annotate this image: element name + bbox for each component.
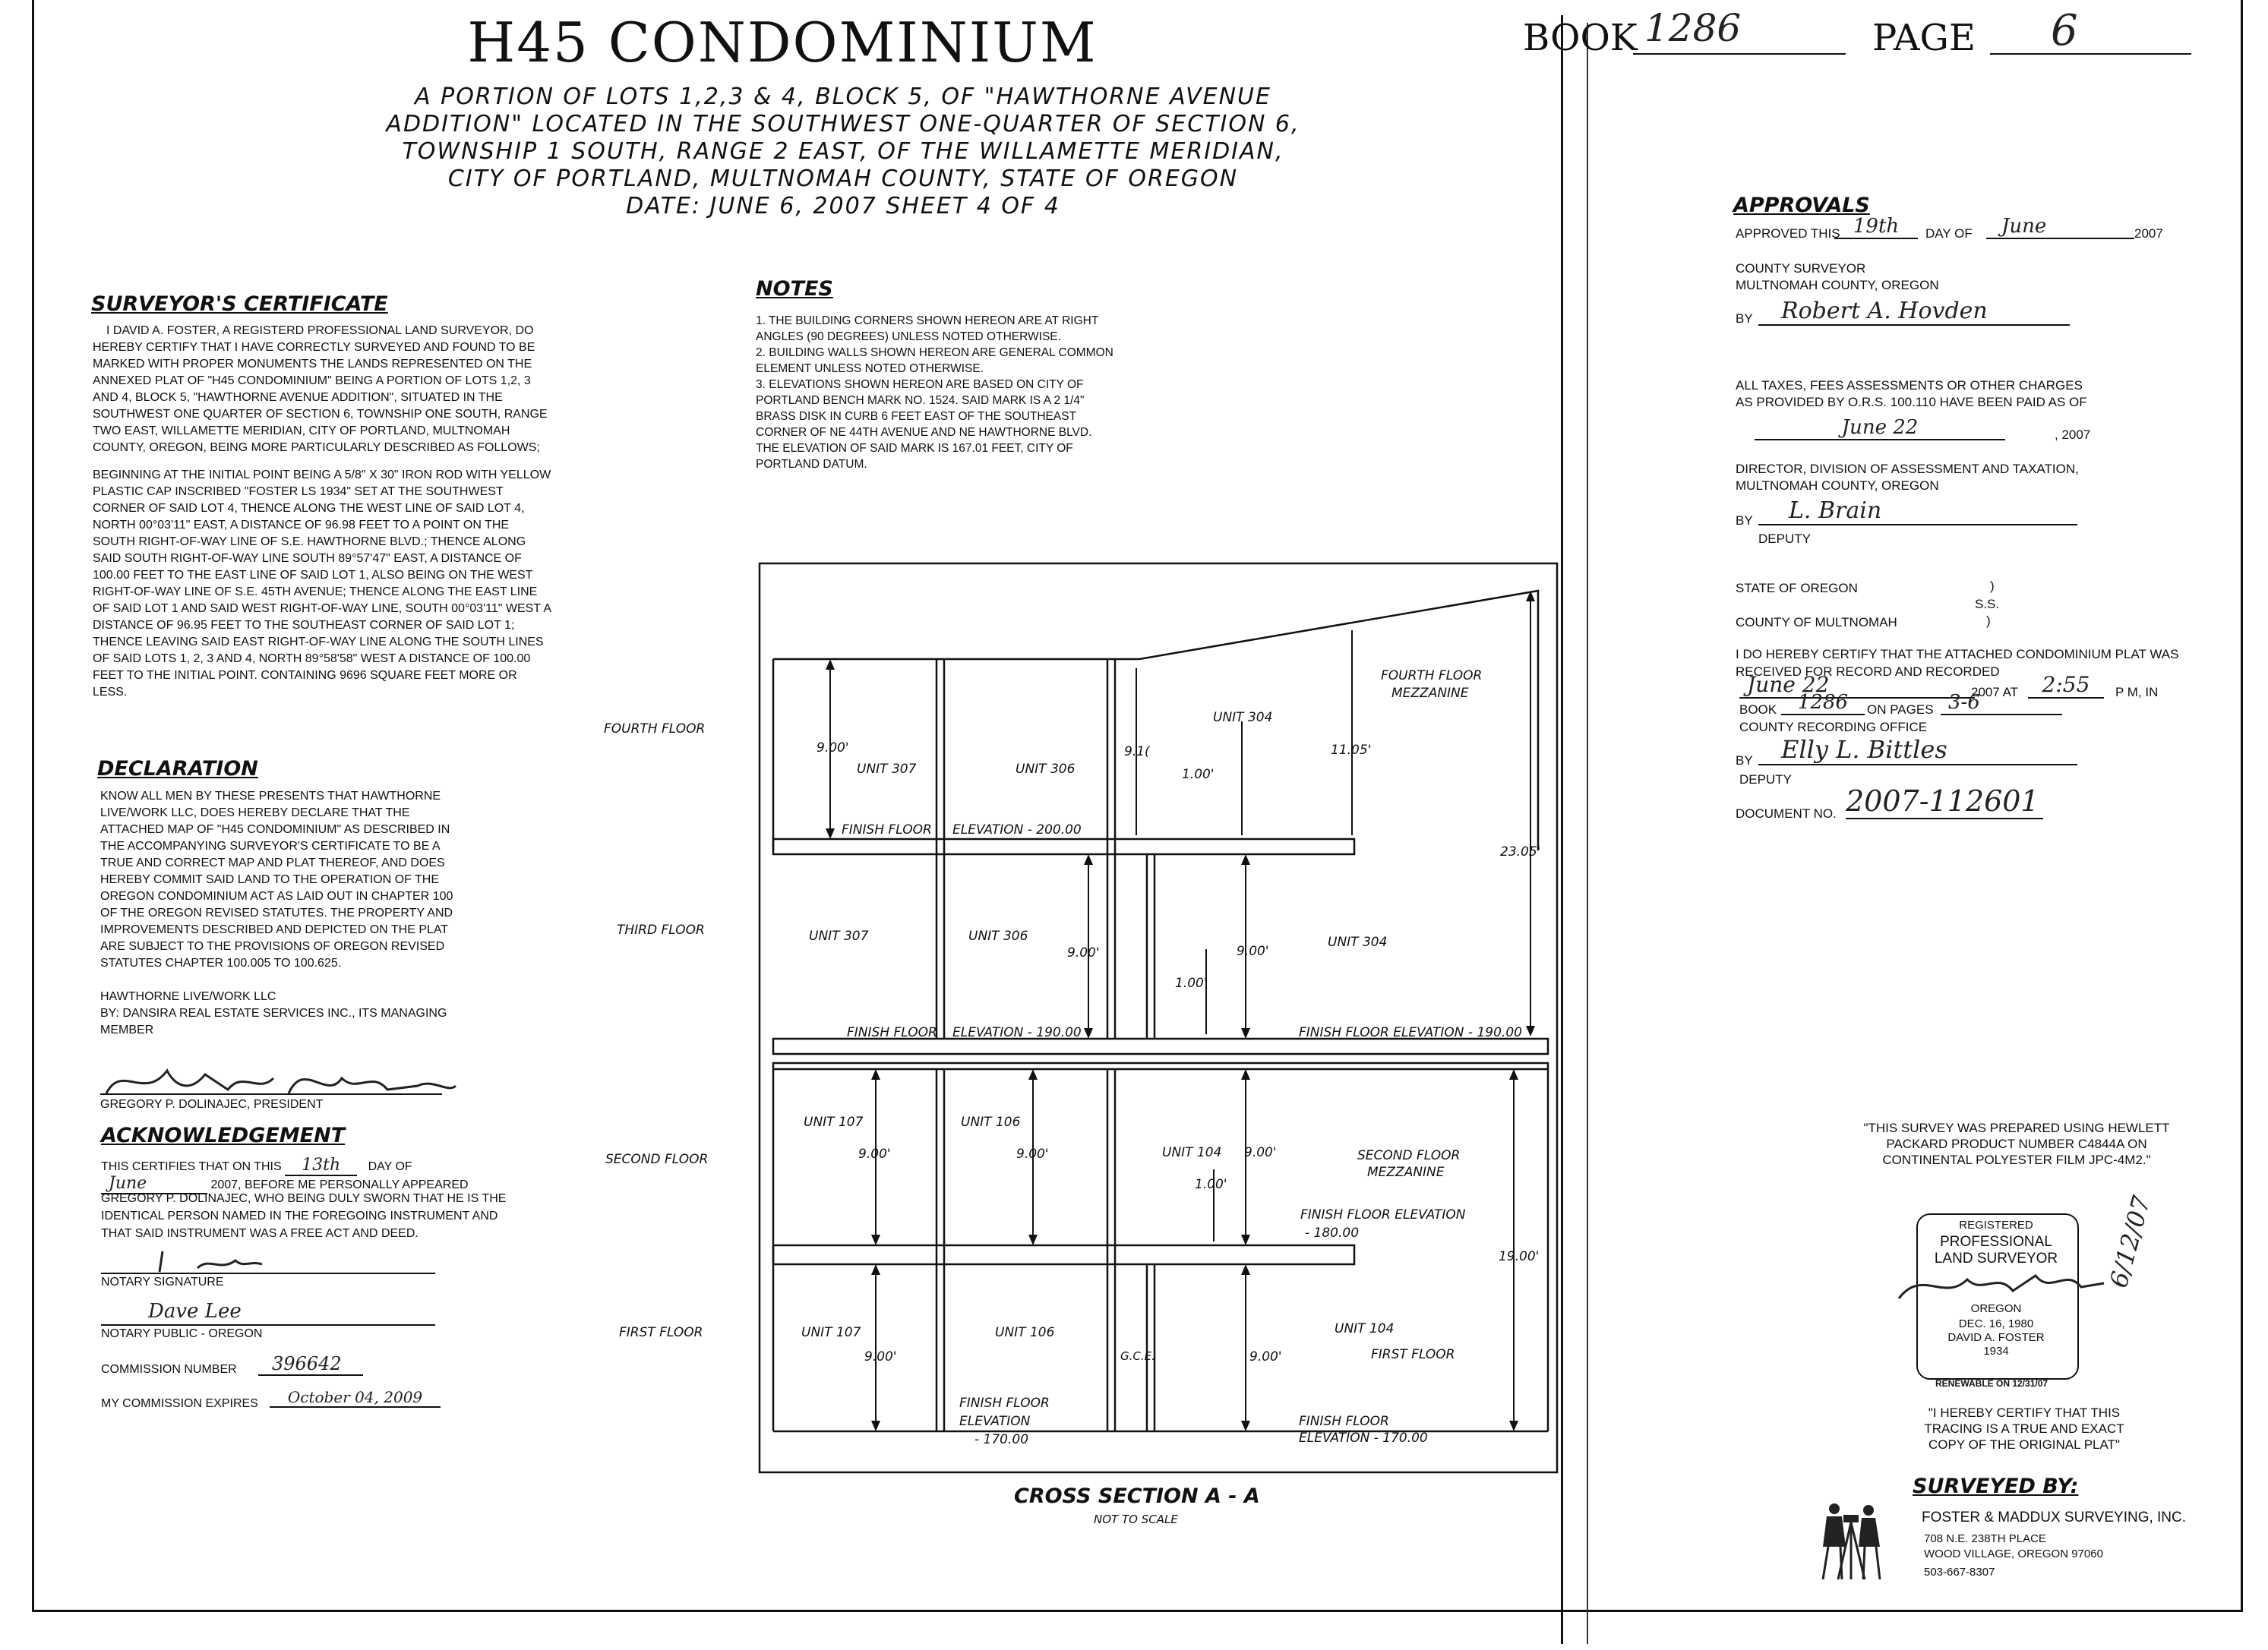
dim-label: 9.00' [1067,945,1100,961]
note-line: THE ELEVATION OF SAID MARK IS 167.01 FEET, CITY OF [756,442,1073,455]
notary-signature-label: NOTARY SIGNATURE [101,1276,224,1289]
taxes-year: , 2007 [2055,427,2091,442]
cross-section-scale: NOT TO SCALE [1094,1513,1178,1526]
dim-label: 19.00' [1499,1249,1540,1264]
book-label: BOOK [1523,17,1638,59]
dim-label: 1.00' [1195,1177,1227,1192]
dim-label: 9.1( [1124,744,1150,759]
dim-label: 9.00' [1244,1145,1277,1160]
text-line: PACKARD PRODUCT NUMBER C4844A ON [1886,1137,2147,1151]
recording-signature: Elly L. Bittles [1758,735,2077,765]
text-line: "THIS SURVEY WAS PREPARED USING HEWLETT [1863,1121,2170,1135]
text-line: I DAVID A. FOSTER, A REGISTERD PROFESSIONAL LAND SURVEYOR, DO [106,324,534,337]
plat-title: H45 CONDOMINIUM [467,11,1098,74]
director-line-1: DIRECTOR, DIVISION OF ASSESSMENT AND TAXATION, [1736,462,2079,476]
deputy-label: DEPUTY [1758,532,1811,546]
text-line: ANNEXED PLAT OF "H45 CONDOMINIUM" BEING A PORTION OF LOTS 1,2, 3 [93,374,531,387]
dim-label: 1.00' [1175,976,1208,991]
note-line: BRASS DISK IN CURB 6 FEET EAST OF THE SOUTHEAST [756,410,1077,423]
notes-text [756,313,1113,472]
ack-line4: IDENTICAL PERSON NAMED IN THE FOREGOING INSTRUMENT AND [101,1210,498,1223]
document-number: 2007-112601 [1846,784,2043,819]
text-line: SOUTH RIGHT-OF-WAY LINE OF S.E. HAWTHORNE BLVD.; THENCE ALONG [93,535,526,548]
ff-170-b-1: FINISH FLOOR [1299,1414,1389,1429]
text-line: HEREBY CERTIFY THAT I HAVE CORRECTLY SURVEYED AND FOUND TO BE [93,341,535,354]
unit-306-fourth: UNIT 306 [1016,762,1076,777]
certify-line-1: I DO HEREBY CERTIFY THAT THE ATTACHED CONDOMINIUM PLAT WAS [1736,647,2179,661]
text-line: MARKED WITH PROPER MONUMENTS THE LANDS REPRESENTED ON THE [93,358,532,371]
text-line: FEET TO THE INITIAL POINT. CONTAINING 9696 SQUARE FEET MORE OR [93,669,517,682]
paren: ) [1990,579,1995,593]
county-surveyor-signature: Robert A. Hovden [1758,298,2070,326]
surveyor-certificate-text [93,323,594,701]
ack-line2-text: 2007, BEFORE ME PERSONALLY APPEARED [210,1178,469,1191]
document-label: DOCUMENT NO. [1736,806,1837,821]
unit-304-third: UNIT 304 [1328,935,1388,950]
ff-170-a-3: - 170.00 [974,1432,1029,1447]
dim-label: 9.00' [1237,944,1269,959]
text-line: STATUTES CHAPTER 100.005 TO 100.625. [100,957,342,970]
ack-month: June [101,1174,207,1194]
seal-line: LAND SURVEYOR [1934,1251,2058,1267]
floor-label-second: SECOND FLOOR [605,1152,709,1167]
approved-pre: APPROVED THIS [1736,226,1840,241]
text-line: BEGINNING AT THE INITIAL POINT BEING A 5/8" X 30" IRON ROD WITH YELLOW [93,468,551,481]
surveyor-signature-mark [1884,1260,2112,1314]
text-line: 100.00 FEET TO THE EAST LINE OF SAID LOT 1, ALSO BEING ON THE WEST [93,569,533,582]
text-line: CONTINENTAL POLYESTER FILM JPC-4M2." [1882,1153,2151,1167]
county-label: COUNTY OF MULTNOMAH [1736,615,1897,629]
page-label: PAGE [1872,17,1976,59]
ack-line1-pre: THIS CERTIFIES THAT ON THIS [101,1160,282,1173]
fourth-mezz-label-2: MEZZANINE [1391,686,1469,701]
approvals-heading: APPROVALS [1733,194,1870,217]
unit-107-second: UNIT 107 [804,1115,864,1130]
text-line: OF SAID LOTS 1, 2, 3 AND 4, NORTH 89°58'58" WEST A DISTANCE OF 100.00 [93,652,531,665]
subtitle-line: A PORTION OF LOTS 1,2,3 & 4, BLOCK 5, OF "HAWTHORNE AVENUE [415,84,1271,110]
unit-104-first: UNIT 104 [1335,1321,1395,1336]
surveyor-address-1: 708 N.E. 238TH PLACE [1924,1532,2046,1545]
subtitle-line: DATE: JUNE 6, 2007 SHEET 4 OF 4 [626,193,1060,219]
signer-name: GREGORY P. DOLINAJEC, PRESIDENT [100,1098,324,1111]
text-line: OF THE OREGON REVISED STATUTES. THE PROPERTY AND [100,907,453,920]
gce-label: G.C.E. [1120,1349,1155,1363]
book-number: 1286 [1644,6,1742,50]
dim-label: 9.00' [864,1349,897,1364]
recording-office: COUNTY RECORDING OFFICE [1739,720,1928,734]
note-line: 2. BUILDING WALLS SHOWN HEREON ARE GENERAL COMMON [756,346,1113,359]
text-line: NORTH 00°03'11" EAST, A DISTANCE OF 96.98 FEET TO A POINT ON THE [93,519,510,532]
text-line: ATTACHED MAP OF "H45 CONDOMINIUM" AS DESCRIBED IN [100,823,450,836]
notary-public-label: NOTARY PUBLIC - OREGON [101,1327,263,1340]
notary-signature-mark [152,1245,304,1279]
dim-label: 9.00' [858,1147,891,1162]
text-line: TRUE AND CORRECT MAP AND PLAT THEREOF, AND DOES [100,857,445,869]
ack-day: 13th [285,1156,357,1176]
ffe-180-1: FINISH FLOOR ELEVATION [1300,1207,1466,1223]
county-surveyor-2: MULTNOMAH COUNTY, OREGON [1736,278,1939,292]
note-line: ELEMENT UNLESS NOTED OTHERWISE. [756,362,984,375]
note-line: 3. ELEVATIONS SHOWN HEREON ARE BASED ON CITY OF [756,378,1084,391]
subtitle-line: ADDITION" LOCATED IN THE SOUTHWEST ONE-QUARTER OF SECTION 6, [386,111,1300,137]
seal-line: OREGON [1970,1302,2022,1315]
ack-line1-post: DAY OF [368,1160,412,1173]
text-line: KNOW ALL MEN BY THESE PRESENTS THAT HAWTHORNE [100,790,441,803]
taxes-line-2: AS PROVIDED BY O.R.S. 100.110 HAVE BEEN PAID AS OF [1736,395,2087,409]
by-label: BY [1736,311,1753,326]
by-label: BY [1736,513,1753,528]
note-line: CORNER OF NE 44TH AVENUE AND NE HAWTHORNE BLVD. [756,426,1092,439]
owner-name: HAWTHORNE LIVE/WORK LLC [100,990,276,1003]
seal-line: DEC. 16, 1980 [1958,1317,2034,1330]
recorded-pages: 3-6 [1941,691,2062,715]
declaration-text [100,788,510,1039]
text-line: PLASTIC CAP INSCRIBED "FOSTER LS 1934" SET AT THE SOUTHWEST [93,485,504,498]
notary-signature-line [101,1273,435,1274]
text-line: OREGON CONDOMINIUM ACT AS LAID OUT IN CHAPTER 100 [100,890,453,903]
text-line: TWO EAST, WILLAMETTE MERIDIAN, CITY OF PORTLAND, MULTNOMAH [93,424,510,437]
notary-name-line [101,1324,435,1326]
ack-line1 [101,1156,412,1176]
text-line: SAID SOUTH RIGHT-OF-WAY LINE SOUTH 89°57'47" EAST, A DISTANCE OF [93,552,522,565]
text-line: THENCE LEAVING SAID EAST RIGHT-OF-WAY LINE ALONG THE SOUTH LINES [93,636,544,648]
text-line: AND 4, BLOCK 5, "HAWTHORNE AVENUE ADDITION", SITUATED IN THE [93,391,503,404]
commission-number: 396642 [258,1353,363,1376]
note-line: PORTLAND BENCH MARK NO. 1524. SAID MARK IS A 2 1/4" [756,394,1085,407]
elevation-190: ELEVATION - 190.00 [952,1025,1082,1040]
surveyor-company: FOSTER & MADDUX SURVEYING, INC. [1922,1510,2187,1525]
taxes-date: June 22 [1755,416,2005,440]
text-line: ARE SUBJECT TO THE PROVISIONS OF OREGON REVISED [100,940,445,953]
dim-label: 1.00' [1182,767,1215,782]
book-label-2: BOOK [1739,702,1777,717]
text-line: OF SAID LOT 1 AND SAID WEST RIGHT-OF-WAY LINE, SOUTH 00°03'11" WEST A [93,602,552,615]
seal-line: REGISTERED [1959,1219,2033,1232]
signer-underline [100,1093,442,1095]
unit-106-second: UNIT 106 [961,1115,1021,1130]
ff-170-a-2: ELEVATION [959,1414,1031,1429]
survey-film-note [1861,1120,2172,1168]
fourth-mezz-label-1: FOURTH FLOOR [1381,668,1483,683]
paren: ) [1986,614,1991,628]
text-line: IMPROVEMENTS DESCRIBED AND DEPICTED ON THE PLAT [100,923,449,936]
ffe-190: FINISH FLOOR ELEVATION - 190.00 [1299,1025,1522,1040]
approved-mid: DAY OF [1925,226,1973,241]
floor-label-fourth: FOURTH FLOOR [604,721,706,737]
finish-floor-third: FINISH FLOOR [847,1025,937,1040]
text-line: SOUTHWEST ONE QUARTER OF SECTION 6, TOWNSHIP ONE SOUTH, RANGE [93,408,548,421]
recorded-date: June 22 [1739,672,1975,699]
unit-306-third: UNIT 306 [968,929,1028,944]
unit-104-second: UNIT 104 [1162,1145,1222,1160]
approved-month: June [1986,215,2134,239]
book-underline [1633,53,1846,55]
text-line: LESS. [93,686,128,699]
page-underline [1990,53,2191,55]
note-line: 1. THE BUILDING CORNERS SHOWN HEREON ARE AT RIGHT [756,314,1099,327]
second-mezz-label-1: SECOND FLOOR [1357,1148,1461,1163]
text-line: DISTANCE OF 96.95 FEET TO THE SOUTHEAST CORNER OF SAID LOT 1; [93,619,515,632]
dim-label: 9.00' [1016,1147,1049,1162]
notes-heading: NOTES [756,277,833,301]
text-line: HEREBY COMMIT SAID LAND TO THE OPERATION OF THE [100,873,440,886]
cross-section-title: CROSS SECTION A - A [1014,1484,1260,1508]
deputy-label-2: DEPUTY [1739,772,1792,787]
text-line: CORNER OF SAID LOT 4, THENCE ALONG THE WEST LINE OF SAID LOT 4, [93,502,525,515]
page-number: 6 [2051,6,2078,55]
recorded-at: 2007 AT [1971,685,2019,699]
commission-label: COMMISSION NUMBER [101,1363,237,1376]
unit-107-first: UNIT 107 [801,1325,861,1340]
floor-label-third: THIRD FLOOR [617,923,705,938]
text-line: LIVE/WORK LLC, DOES HEREBY DECLARE THAT THE [100,806,410,819]
plat-subtitle [365,84,1322,220]
recorded-time: 2:55 [2028,672,2104,699]
surveyor-phone: 503-667-8307 [1924,1566,1995,1579]
right-divider-line-2 [1587,23,1588,1644]
text-line: RIGHT-OF-WAY LINE OF S.E. 45TH AVENUE; THENCE ALONG THE EAST LINE [93,585,538,598]
ack-line2 [101,1174,469,1194]
ack-line5: THAT SAID INSTRUMENT WAS A FREE ACT AND DEED. [101,1227,419,1240]
commission-expires-value: October 04, 2009 [270,1388,441,1408]
dim-label: 23.05' [1500,844,1541,860]
text-line: BY: DANSIRA REAL ESTATE SERVICES INC., ITS MANAGING [100,1007,447,1020]
unit-307-third: UNIT 307 [809,929,869,944]
ss-label: S.S. [1975,597,2000,611]
dim-label: 11.05' [1331,743,1372,758]
text-line: TRACING IS A TRUE AND EXACT [1924,1421,2124,1436]
surveyed-by-heading: SURVEYED BY: [1913,1475,2079,1498]
surveyor-logo-icon [1804,1500,1895,1583]
surveyor-address-2: WOOD VILLAGE, OREGON 97060 [1924,1547,2103,1560]
seal-renewable: RENEWABLE ON 12/31/07 [1935,1378,2048,1389]
director-line-2: MULTNOMAH COUNTY, OREGON [1736,478,1939,493]
unit-106-first: UNIT 106 [995,1325,1055,1340]
surveyor-certificate-heading: SURVEYOR'S CERTIFICATE [91,292,388,316]
finish-floor-fourth: FINISH FLOOR [842,822,932,838]
first-floor-label: FIRST FLOOR [1371,1347,1455,1362]
note-line: PORTLAND DATUM. [756,458,867,471]
text-line: "I HEREBY CERTIFY THAT THIS [1928,1405,2121,1420]
dim-label: 9.00' [817,740,849,756]
approved-year: 2007 [2134,226,2163,241]
text-line: MEMBER [100,1024,154,1036]
declaration-heading: DECLARATION [97,757,258,781]
by-label: BY [1736,753,1753,768]
subtitle-line: CITY OF PORTLAND, MULTNOMAH COUNTY, STATE OF OREGON [447,166,1239,192]
ff-170-a-1: FINISH FLOOR [959,1396,1050,1411]
text-line: THE ACCOMPANYING SURVEYOR'S CERTIFICATE TO BE A [100,840,441,853]
floor-label-first: FIRST FLOOR [619,1325,703,1340]
unit-304-fourth: UNIT 304 [1213,710,1273,725]
commission-expires-label: MY COMMISSION EXPIRES [101,1397,258,1410]
seal-date-signature: 6/12/07 [2104,1192,2156,1291]
tracing-certify-note [1906,1405,2142,1453]
ffe-180-2: - 180.00 [1305,1226,1360,1241]
subtitle-line: TOWNSHIP 1 SOUTH, RANGE 2 EAST, OF THE WILLAMETTE MERIDIAN, [402,138,1284,165]
unit-307-fourth: UNIT 307 [857,762,917,777]
seal-line: DAVID A. FOSTER [1947,1331,2045,1344]
seal-line: PROFESSIONAL [1940,1234,2052,1250]
recorded-book: 1286 [1781,691,1865,715]
director-signature: L. Brain [1758,497,2077,525]
on-pages-label: ON PAGES [1867,702,1934,717]
approved-day: 19th [1834,215,1918,239]
note-line: ANGLES (90 DEGREES) UNLESS NOTED OTHERWISE. [756,330,1061,343]
recorded-pm: P M, IN [2115,685,2159,699]
certify-line-2: RECEIVED FOR RECORD AND RECORDED [1736,664,2000,679]
ff-170-b-2: ELEVATION - 170.00 [1299,1431,1428,1446]
second-mezz-label-2: MEZZANINE [1367,1165,1445,1180]
text-line: COPY OF THE ORIGINAL PLAT" [1928,1437,2120,1452]
ack-line3: GREGORY P. DOLINAJEC, WHO BEING DULY SWORN THAT HE IS THE [101,1192,507,1205]
taxes-line-1: ALL TAXES, FEES ASSESSMENTS OR OTHER CHARGES [1736,378,2083,393]
dim-label: 9.00' [1249,1349,1282,1364]
state-label: STATE OF OREGON [1736,581,1858,595]
county-surveyor-1: COUNTY SURVEYOR [1736,261,1866,276]
elevation-200: ELEVATION - 200.00 [952,822,1082,838]
notary-name: Dave Lee [148,1300,242,1323]
seal-line: 1934 [1983,1345,2009,1358]
acknowledgement-heading: ACKNOWLEDGEMENT [101,1124,346,1147]
text-line: COUNTY, OREGON, BEING MORE PARTICULARLY DESCRIBED AS FOLLOWS; [93,441,540,454]
